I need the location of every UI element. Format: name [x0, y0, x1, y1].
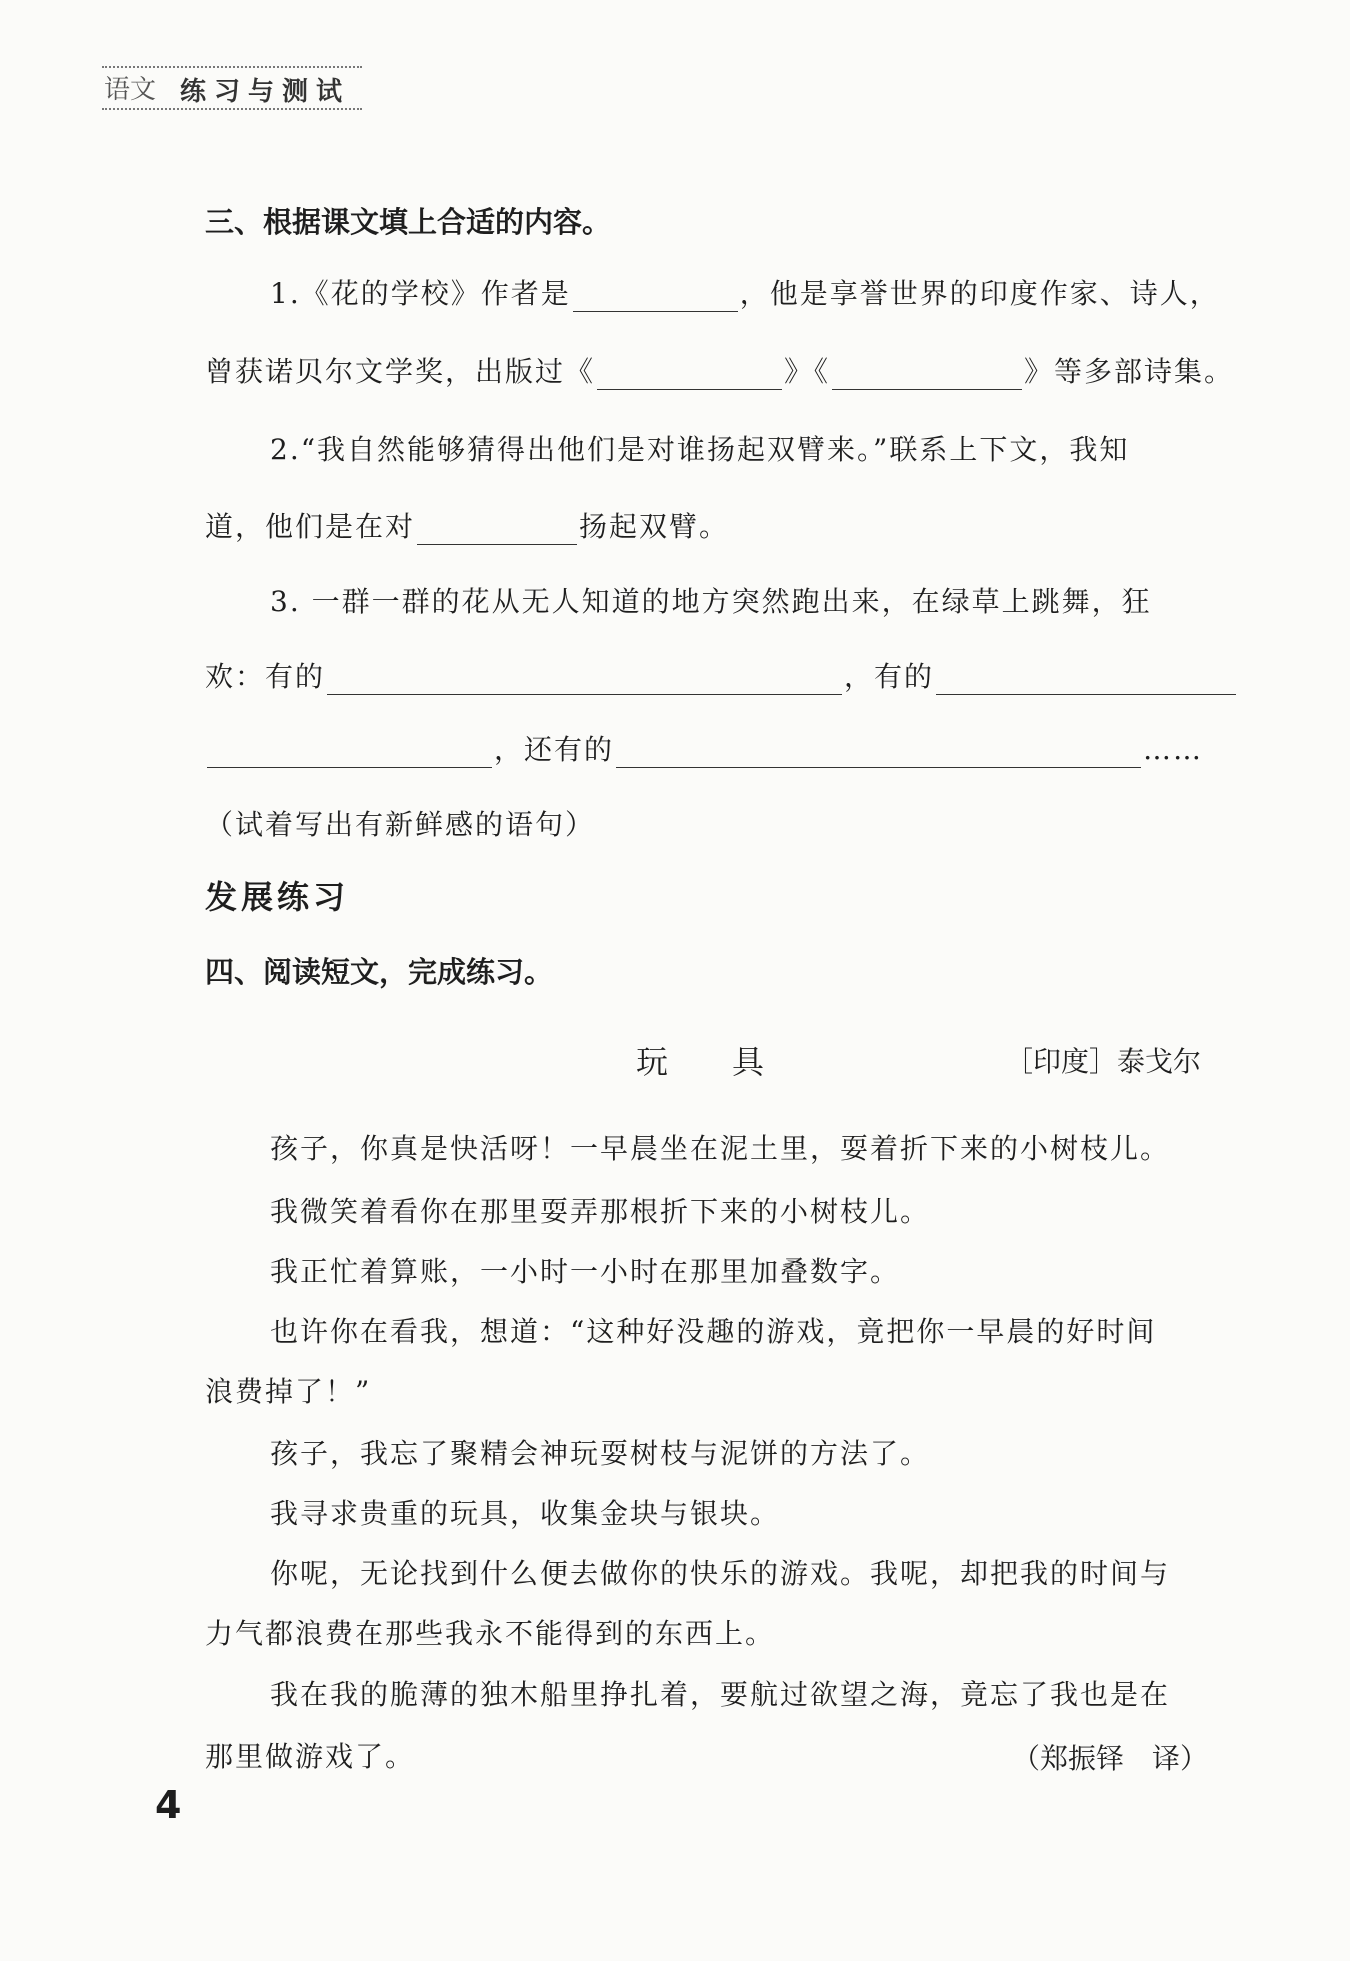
- passage-line: 我寻求贵重的玩具，收集金块与银块。: [270, 1497, 781, 1530]
- q3-text-d: ，还有的: [494, 733, 615, 766]
- passage-line: 孩子，我忘了聚精会神玩耍树枝与泥饼的方法了。: [270, 1437, 931, 1470]
- q3-line3: [205, 728, 1203, 768]
- passage-line: 浪费掉了！”: [205, 1375, 372, 1408]
- q2-text-b: 道，他们是在对: [205, 510, 416, 543]
- q1-book2-blank[interactable]: [832, 361, 1022, 390]
- q1-text-c: 曾获诺贝尔文学奖，出版过《: [205, 355, 596, 388]
- q1-line1: [270, 272, 1220, 312]
- passage-line: 那里做游戏了。: [205, 1740, 416, 1773]
- book-title: 练习与测试: [180, 77, 351, 107]
- q3-blank3[interactable]: [207, 739, 492, 768]
- passage-line: 我微笑着看你在那里耍弄那根折下来的小树枝儿。: [270, 1195, 931, 1228]
- q3-line1: 3. 一群一群的花从无人知道的地方突然跑出来，在绿草上跳舞，狂: [270, 585, 1152, 618]
- q2-line2: [205, 505, 729, 545]
- section4-heading: 四、阅读短文，完成练习。: [205, 955, 554, 989]
- passage-title: 玩 具: [636, 1043, 765, 1081]
- q1-book1-blank[interactable]: [597, 361, 782, 390]
- passage-line: 我在我的脆薄的独木船里挣扎着，要航过欲望之海，竟忘了我也是在: [270, 1678, 1171, 1711]
- passage-line: 力气都浪费在那些我永不能得到的东西上。: [205, 1617, 776, 1650]
- q2-line1: 2.“我自然能够猜得出他们是对谁扬起双臂来。”联系上下文，我知: [270, 433, 1130, 466]
- passage-line: 我正忙着算账，一小时一小时在那里加叠数字。: [270, 1255, 901, 1288]
- q3-blank4[interactable]: [616, 739, 1141, 768]
- q1-text-b: ，他是享誉世界的印度作家、诗人，: [739, 277, 1220, 310]
- q3-blank1[interactable]: [327, 666, 842, 695]
- q1-line2: [205, 350, 1234, 390]
- q1-text-a: 1.《花的学校》作者是: [270, 277, 571, 310]
- translator-credit: （郑振铎 译）: [1012, 1742, 1209, 1775]
- passage-author: ［印度］泰戈尔: [1005, 1045, 1202, 1078]
- q3-text-c: ，有的: [844, 660, 935, 693]
- passage-line: 孩子，你真是快活呀！一早晨坐在泥土里，耍着折下来的小树枝儿。: [270, 1132, 1171, 1165]
- subject-label: 语文: [104, 75, 157, 105]
- q3-text-b: 欢：有的: [205, 660, 326, 693]
- q3-text-e: ……: [1143, 733, 1204, 766]
- page-number: 4: [155, 1783, 182, 1827]
- q3-line2: [205, 655, 1238, 695]
- q1-text-d: 》《: [784, 355, 831, 388]
- q1-text-e: 》等多部诗集。: [1024, 355, 1235, 388]
- q3-note: （试着写出有新鲜感的语句）: [205, 808, 596, 841]
- q3-blank2[interactable]: [936, 666, 1236, 695]
- section3-heading: 三、根据课文填上合适的内容。: [205, 205, 612, 239]
- passage-line: 也许你在看我，想道：“这种好没趣的游戏，竟把你一早晨的好时间: [270, 1315, 1157, 1348]
- passage-line: 你呢，无论找到什么便去做你的快乐的游戏。我呢，却把我的时间与: [270, 1557, 1171, 1590]
- development-heading: 发展练习: [205, 878, 350, 916]
- q2-blank[interactable]: [417, 516, 577, 545]
- q1-author-blank[interactable]: [573, 283, 738, 312]
- q2-text-c: 扬起双臂。: [579, 510, 730, 543]
